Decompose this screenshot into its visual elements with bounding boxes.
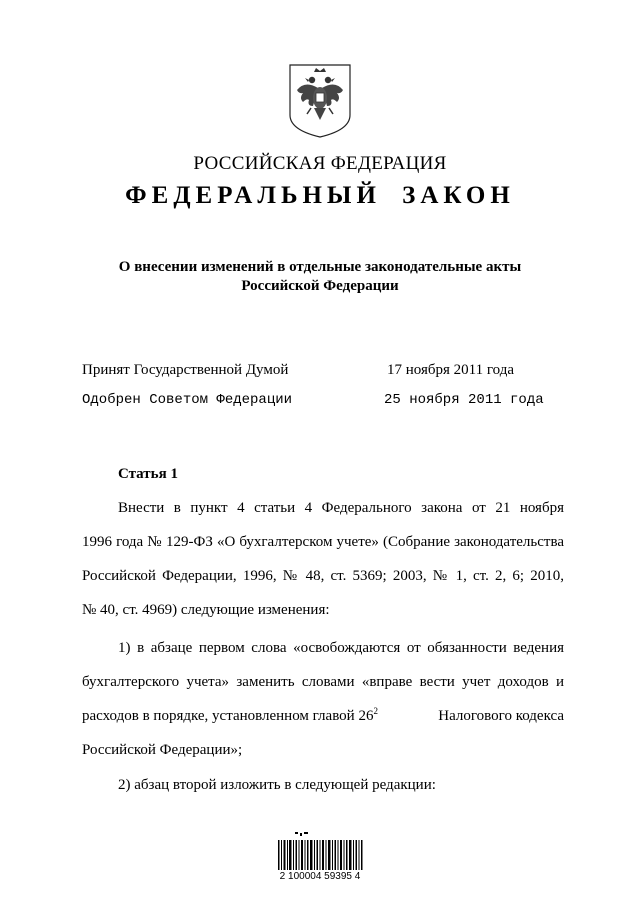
- council-approval-date: 25 ноября 2011 года: [384, 392, 544, 408]
- paragraph-2-line-3-start: [82, 708, 438, 725]
- paragraph-1-line-4: № 40, ст. 4969) следующие изменения:: [82, 602, 330, 618]
- paragraph-1-line-2: 1996 года № 129-ФЗ «О бухгалтерском учете» (Собрание законодательства: [82, 534, 564, 550]
- paragraph-2-line-4: Российской Федерации»;: [82, 742, 243, 758]
- paragraph-1-line-1: Внести в пункт 4 статьи 4 Федерального закона от 21 ноября: [118, 500, 564, 516]
- paragraph-3-line-1: 2) абзац второй изложить в следующей редакции:: [118, 777, 436, 793]
- country-name: РОССИЙСКАЯ ФЕДЕРАЦИЯ: [193, 153, 447, 174]
- paragraph-2-line-3-text: [82, 708, 378, 725]
- duma-adoption-date: 17 ноября 2011 года: [387, 362, 515, 378]
- duma-adoption-label: Принят Государственной Думой: [82, 362, 289, 378]
- paragraph-1-line-3: Российской Федерации, 1996, № 48, ст. 5369; 2003, № 1, ст. 2, 6; 2010,: [82, 568, 564, 584]
- council-approval-label: Одобрен Советом Федерации: [82, 392, 293, 408]
- coat-of-arms-icon: [285, 60, 355, 140]
- paragraph-2-line-3: [82, 708, 564, 725]
- law-subject-line-2: Российской Федерации: [241, 278, 399, 294]
- paragraph-2-line-3-before: расходов в порядке, установленном главой 26: [82, 708, 374, 724]
- barcode-number: 2 100004 59395 4: [279, 871, 361, 882]
- barcode-icon: [270, 832, 370, 894]
- paragraph-2-line-3-after: Налогового кодекса: [438, 708, 564, 724]
- chapter-superscript: 2: [373, 706, 378, 716]
- article-heading: Статья 1: [118, 466, 178, 482]
- law-type-title: ФЕДЕРАЛЬНЫЙ ЗАКОН: [125, 182, 515, 209]
- paragraph-2-line-2: бухгалтерского учета» заменить словами «вправе вести учет доходов и: [82, 674, 564, 690]
- paragraph-2-line-1: 1) в абзаце первом слова «освобождаются от обязанности ведения: [118, 640, 564, 656]
- law-subject-line-1: О внесении изменений в отдельные законодательные акты: [118, 259, 522, 275]
- law-subject: [100, 258, 540, 296]
